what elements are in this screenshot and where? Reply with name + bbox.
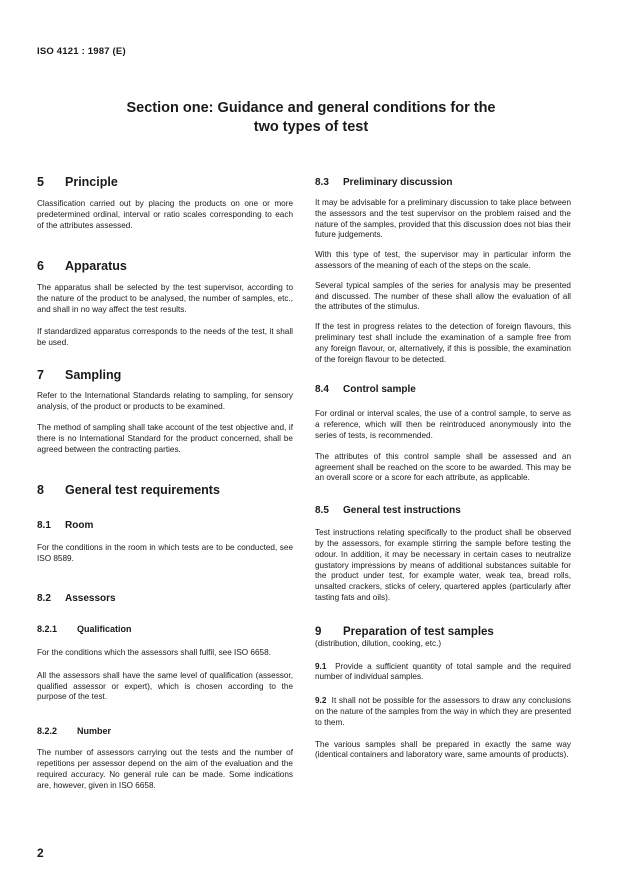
preliminary-paragraph-3: Several typical samples of the series for analysis may be presented and discussed. The number of these shall allow the evaluation of all the attributes of the stimulus.: [315, 280, 571, 312]
sampling-paragraph-1: Refer to the International Standards relating to sampling, for sensory analysis, of the product or products to be examined.: [37, 391, 293, 412]
number-paragraph: The number of assessors carrying out the tests and the number of repetitions per assessor depend on the aim of the evaluation and the required accuracy. No general rule can be made. Some indications are, however, given in ISO 6658.: [37, 748, 293, 790]
section-title-line-1: Section one: Guidance and general conditions for the: [126, 100, 496, 116]
heading-8-3-preliminary-discussion: [315, 176, 571, 189]
heading-number: 8.5: [315, 505, 329, 517]
heading-6-apparatus: [37, 258, 293, 274]
heading-8-4-control-sample: [315, 383, 571, 396]
heading-8-2-assessors: [37, 592, 293, 605]
clause-9-2: [315, 696, 571, 728]
heading-number: 8.1: [37, 520, 51, 532]
heading-number: 8.3: [315, 177, 329, 188]
control-sample-paragraph-2: The attributes of this control sample shall be assessed and an agreement shall be reached on the score to be awarded. This may be an overall score or a score for each attribute, as applicable.: [315, 451, 571, 483]
heading-text: Sampling: [65, 368, 122, 383]
heading-text: Control sample: [343, 384, 416, 396]
heading-number: 5: [37, 175, 44, 189]
heading-number: 9: [315, 625, 322, 638]
heading-text: General test instructions: [343, 505, 461, 517]
right-column: [315, 170, 571, 761]
page-number: 2: [37, 846, 44, 860]
heading-text: Apparatus: [65, 259, 127, 274]
preparation-paragraph: The various samples shall be prepared in exactly the same way (identical containers and laboratory ware, same amounts of products).: [315, 739, 571, 760]
clause-number: 9.2: [315, 696, 327, 706]
heading-8-1-room: [37, 519, 293, 532]
qualification-paragraph-2: All the assessors shall have the same level of qualification (assessor, qualified assessor or expert), which is chosen according to the purpose of the test.: [37, 670, 293, 702]
heading-text: Assessors: [65, 592, 116, 604]
heading-text: Principle: [65, 175, 118, 189]
heading-8-2-2-number: [37, 725, 293, 737]
clause-number: 9.1: [315, 661, 327, 671]
heading-number: 8.2: [37, 592, 51, 604]
clause-9-1: [315, 662, 571, 684]
apparatus-paragraph-2: If standardized apparatus corresponds to the needs of the test, it shall be used.: [37, 326, 293, 347]
clause-text: It shall not be possible for the assessors to draw any conclusions on the nature of the samples from the way in which they are presented to them.: [315, 696, 571, 727]
section-title-line-2: two types of test: [253, 119, 369, 135]
preparation-subtitle: (distribution, dilution, cooking, etc.): [315, 638, 442, 648]
heading-5-principle: [37, 174, 293, 190]
heading-text: Preparation of test samples: [343, 625, 494, 638]
heading-text: Room: [65, 520, 94, 532]
control-sample-paragraph-1: For ordinal or interval scales, the use of a control sample, to serve as a reference, which will then be reintroduced anonymously into the series of tests, is recommended.: [315, 409, 571, 440]
heading-text: Qualification: [77, 623, 132, 634]
document-code-header: ISO 4121 : 1987 (E): [37, 46, 126, 57]
clause-text: Provide a sufficient quantity of total sample and the required number of individual samples.: [315, 661, 571, 682]
heading-number: 8.2.2: [37, 726, 58, 737]
heading-number: 6: [37, 259, 44, 274]
preliminary-paragraph-2: With this type of test, the supervisor may in particular inform the assessors of the meaning of each of the steps on the scale.: [315, 250, 571, 270]
heading-number: 8.2.1: [37, 623, 58, 634]
heading-9-preparation-of-test-samples: [315, 625, 571, 639]
preliminary-paragraph-1: It may be advisable for a preliminary discussion to take place between the assessors and the test supervisor on the problem raised and the nature of the samples, provided that this discussion does not bias their future judgements.: [315, 198, 571, 240]
heading-number: 8: [37, 483, 44, 498]
heading-7-sampling: [37, 367, 293, 383]
heading-text: Preliminary discussion: [343, 177, 453, 188]
apparatus-paragraph-1: The apparatus shall be selected by the test supervisor, according to the nature of the product to be analysed, the number of samples, etc., and shall in no way affect the test results.: [37, 283, 293, 314]
principle-paragraph: Classification carried out by placing the products on one or more predetermined ordinal, interval or ratio scales corresponding to each of the attributes assessed.: [37, 199, 293, 230]
heading-8-2-1-qualification: [37, 623, 293, 635]
preliminary-paragraph-4: If the test in progress relates to the detection of foreign flavours, this preliminary test shall include the examination of a sample free from any foreign flavour, or, alternatively, if this is possible, the examination of the foreign flavour to be detected.: [315, 322, 571, 364]
heading-number: 8.4: [315, 384, 329, 396]
heading-text: General test requirements: [65, 483, 220, 498]
heading-8-general-test-requirements: [37, 482, 293, 498]
qualification-paragraph-1: For the conditions which the assessors shall fulfil, see ISO 6658.: [37, 647, 271, 657]
room-paragraph: For the conditions in the room in which tests are to be conducted, see ISO 8589.: [37, 543, 293, 564]
heading-number: 7: [37, 368, 44, 383]
sampling-paragraph-2: The method of sampling shall take account of the test objective and, if there is no International Standard for the product concerned, shall be agreed between the contracting parties.: [37, 422, 293, 454]
heading-text: Number: [77, 726, 112, 737]
left-column: [37, 170, 293, 791]
test-instructions-paragraph: Test instructions relating specifically to the product shall be observed by the assessors, for example stirring the sample before testing the odour. In addition, it may be necessary in certain cases to neutralize gustatory impressions by means of additional substances suitable for the product under test, for example water, weak tea, bread rolls, unsalted crackers, sticks of celery, quartered apples (particularly after tasting fats and oils).: [315, 528, 571, 602]
heading-8-5-general-test-instructions: [315, 504, 571, 517]
